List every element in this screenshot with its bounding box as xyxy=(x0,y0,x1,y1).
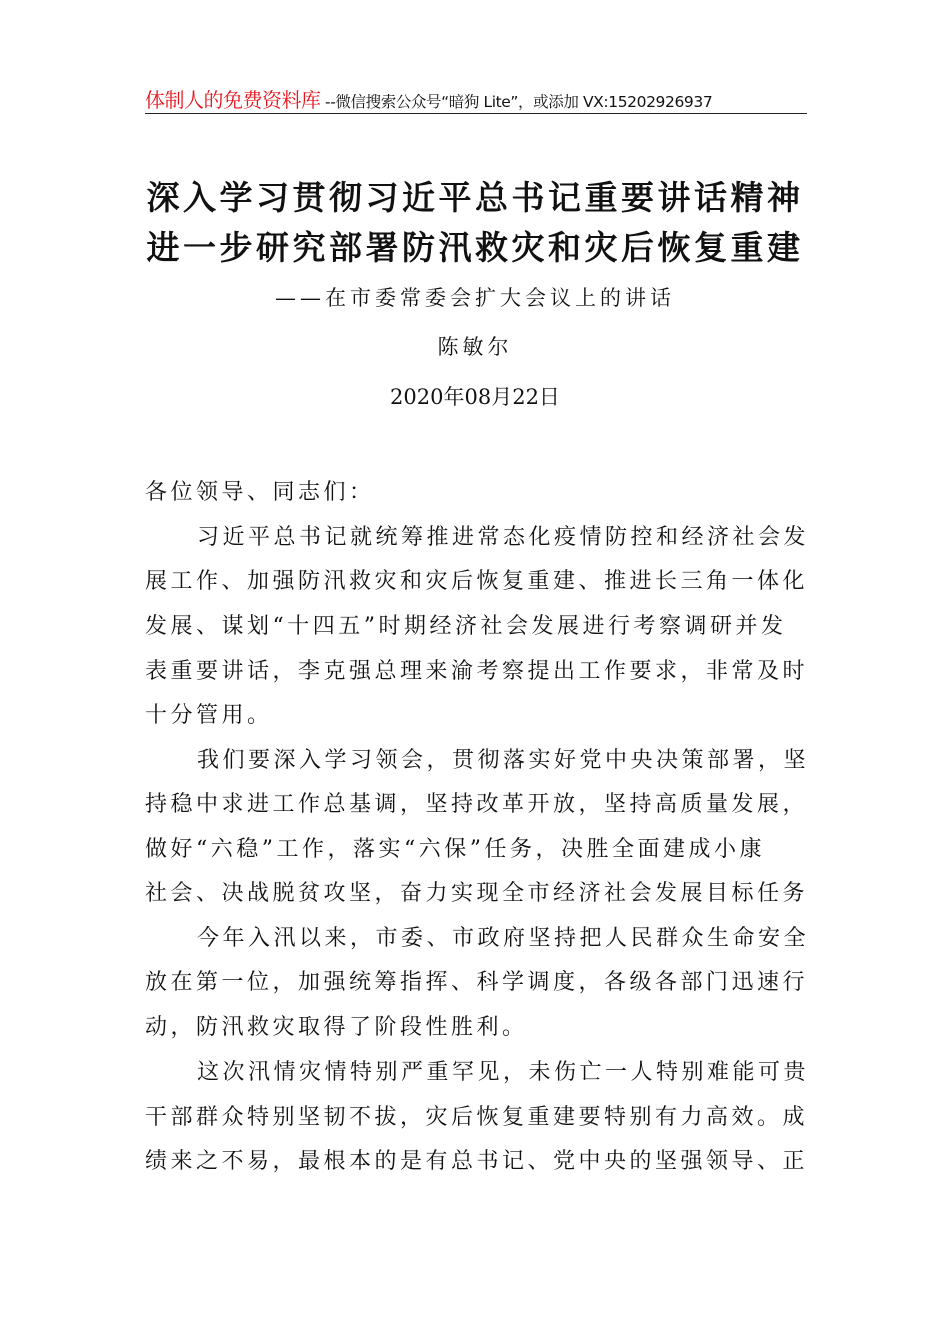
document-title-line-2: 进一步研究部署防汛救灾和灾后恢复重建 xyxy=(146,228,804,267)
body-line: 习近平总书记就统筹推进常态化疫情防控和经济社会发 xyxy=(197,525,810,550)
body-line: 我们要深入学习领会，贯彻落实好党中央决策部署，坚 xyxy=(197,748,810,773)
page-header xyxy=(145,84,807,112)
body-line: 社会、决战脱贫攻坚，奋力实现全市经济社会发展目标任务 xyxy=(145,881,809,906)
body-line: 持稳中求进工作总基调，坚持改革开放，坚持高质量发展， xyxy=(145,792,809,817)
document-author: 陈敏尔 xyxy=(437,335,513,359)
document-subtitle: ——在市委常委会扩大会议上的讲话 xyxy=(275,286,675,310)
body-line: 发展、谋划“十四五”时期经济社会发展进行考察调研并发 xyxy=(145,614,787,639)
body-line: 这次汛情灾情特别严重罕见，未伤亡一人特别难能可贵 xyxy=(197,1060,810,1085)
header-divider xyxy=(145,113,807,114)
body-line: 表重要讲话，李克强总理来渝考察提出工作要求，非常及时 xyxy=(145,659,809,684)
document-date: 2020年08月22日 xyxy=(390,385,560,409)
header-brand: 体制人的免费资料库 xyxy=(145,88,321,112)
body-line: 十分管用。 xyxy=(145,703,273,728)
body-line: 放在第一位，加强统筹指挥、科学调度，各级各部门迅速行 xyxy=(145,970,809,995)
body-line: 今年入汛以来，市委、市政府坚持把人民群众生命安全 xyxy=(197,926,810,951)
body-line: 动，防汛救灾取得了阶段性胜利。 xyxy=(145,1015,528,1040)
header-note: --微信搜索公众号“暗狗 Lite”，或添加 VX:15202926937 xyxy=(320,93,713,111)
body-line: 展工作、加强防汛救灾和灾后恢复重建、推进长三角一体化 xyxy=(145,569,809,594)
document-title-line-1: 深入学习贯彻习近平总书记重要讲话精神 xyxy=(146,178,804,217)
body-line: 干部群众特别坚韧不拔，灾后恢复重建要特别有力高效。成 xyxy=(145,1105,809,1130)
salutation: 各位领导、同志们： xyxy=(145,480,375,505)
body-line: 做好“六稳”工作，落实“六保”任务，决胜全面建成小康 xyxy=(145,837,765,862)
body-line: 绩来之不易，最根本的是有总书记、党中央的坚强领导、正 xyxy=(145,1149,809,1174)
